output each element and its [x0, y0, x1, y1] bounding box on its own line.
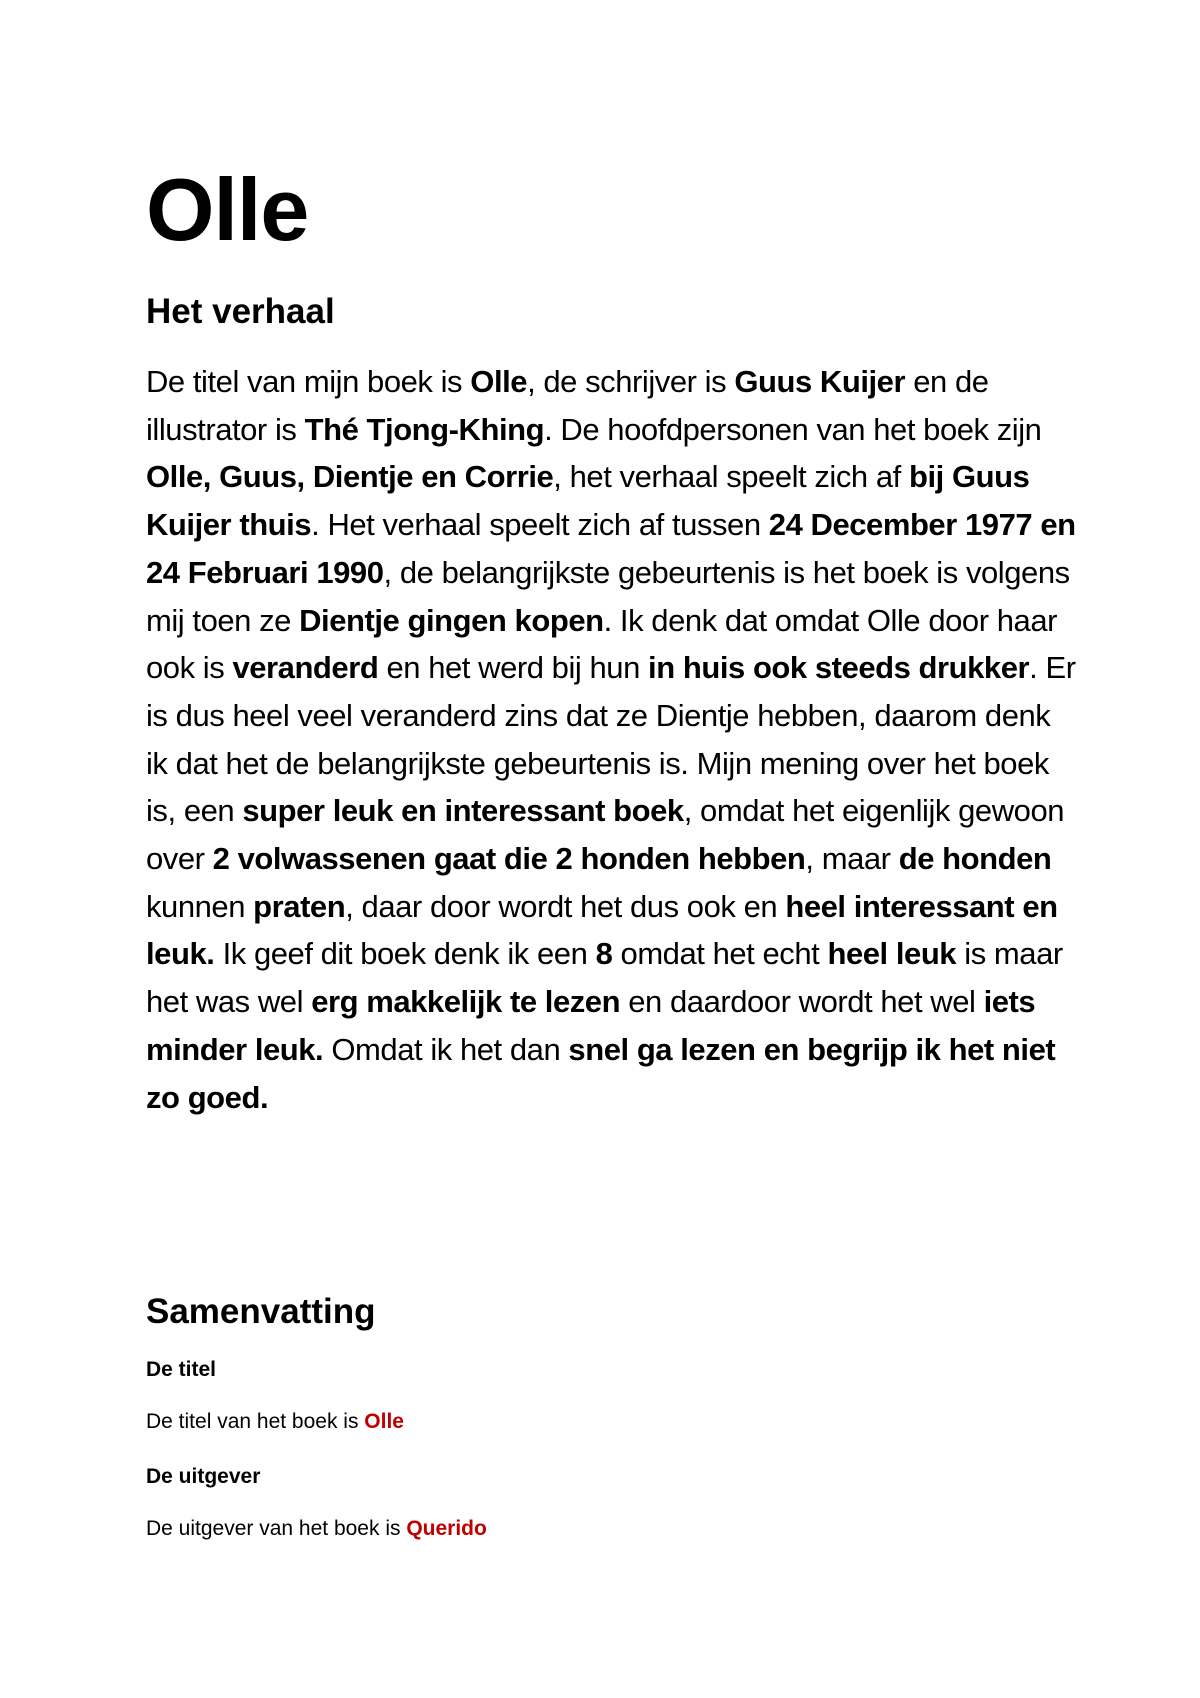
text-run: , de belangrijkste gebeurtenis is het boek is volgens mij toen ze — [146, 554, 1070, 638]
text-run: . De hoofdpersonen van het boek zijn — [544, 411, 1042, 447]
text-run: , daar door wordt het dus ook en — [345, 888, 786, 924]
subheading-de-titel: De titel — [146, 1358, 217, 1381]
bold-text-run: Olle, Guus, Dientje en Corrie — [146, 459, 554, 495]
bold-text-run: iets minder leuk. — [146, 984, 1036, 1067]
summary-value-highlight: Querido — [406, 1517, 487, 1540]
bold-text-run: snel ga lezen en begrijp ik het niet zo goed. — [146, 1031, 1056, 1115]
bold-text-run: de honden — [898, 841, 1052, 877]
summary-text: De titel van het boek is — [146, 1410, 365, 1433]
bold-text-run: super leuk en interessant boek — [242, 793, 684, 829]
section-heading-het-verhaal: Het verhaal — [146, 292, 335, 331]
text-run: , het verhaal speelt zich af — [553, 459, 909, 495]
bold-text-run: Dientje gingen kopen — [299, 602, 604, 638]
bold-text-run: bij Guus Kuijer thuis — [146, 459, 1030, 543]
text-run: . Er is dus heel veel veranderd zins dat ze Dientje hebben, daarom denk ik dat het de belangrijkste gebeurtenis is. Mijn mening over het boek is, een — [146, 650, 1076, 829]
text-run: . Ik denk dat omdat Olle door haar ook is — [146, 602, 1058, 686]
text-run: en de illustrator is — [146, 364, 989, 447]
section-heading-samenvatting: Samenvatting — [146, 1292, 376, 1331]
bold-text-run: Olle — [470, 364, 528, 399]
bold-text-run: Guus Kuijer — [734, 364, 906, 399]
document-title: Olle — [146, 160, 309, 259]
bold-text-run: 24 December 1977 en 24 Februari 1990 — [146, 507, 1076, 590]
text-run: De titel van mijn boek is — [146, 364, 471, 399]
text-run: . Het verhaal speelt zich af tussen — [311, 507, 769, 543]
summary-line-titel — [146, 1408, 404, 1436]
summary-line-uitgever — [146, 1515, 487, 1543]
text-run: en daardoor wordt het wel — [620, 984, 984, 1020]
text-run: kunnen — [146, 888, 254, 924]
bold-text-run: heel interessant en leuk. — [146, 888, 1058, 972]
bold-text-run: heel leuk — [827, 936, 957, 972]
bold-text-run: 2 volwassenen gaat die 2 honden hebben — [212, 841, 806, 877]
summary-value-highlight: Olle — [364, 1410, 404, 1433]
subheading-de-uitgever: De uitgever — [146, 1465, 261, 1488]
text-run: is maar het was wel — [146, 936, 1063, 1020]
bold-text-run: Thé Tjong-Khing — [304, 411, 545, 447]
text-run: , maar — [805, 841, 899, 877]
bold-text-run: praten — [253, 888, 346, 924]
text-run: Ik geef dit boek denk ik een — [214, 936, 596, 972]
text-run: en het werd bij hun — [378, 650, 649, 686]
text-run: Omdat ik het dan — [323, 1031, 569, 1067]
bold-text-run: veranderd — [232, 650, 379, 686]
text-run: omdat het echt — [612, 936, 828, 972]
bold-text-run: 8 — [595, 936, 613, 972]
story-paragraph — [146, 358, 1076, 1121]
summary-text: De uitgever van het boek is — [146, 1517, 407, 1540]
text-run: , omdat het eigenlijk gewoon over — [146, 793, 1065, 877]
bold-text-run: in huis ook steeds drukker — [648, 650, 1030, 686]
text-run: , de schrijver is — [527, 364, 735, 399]
bold-text-run: erg makkelijk te lezen — [311, 984, 621, 1020]
